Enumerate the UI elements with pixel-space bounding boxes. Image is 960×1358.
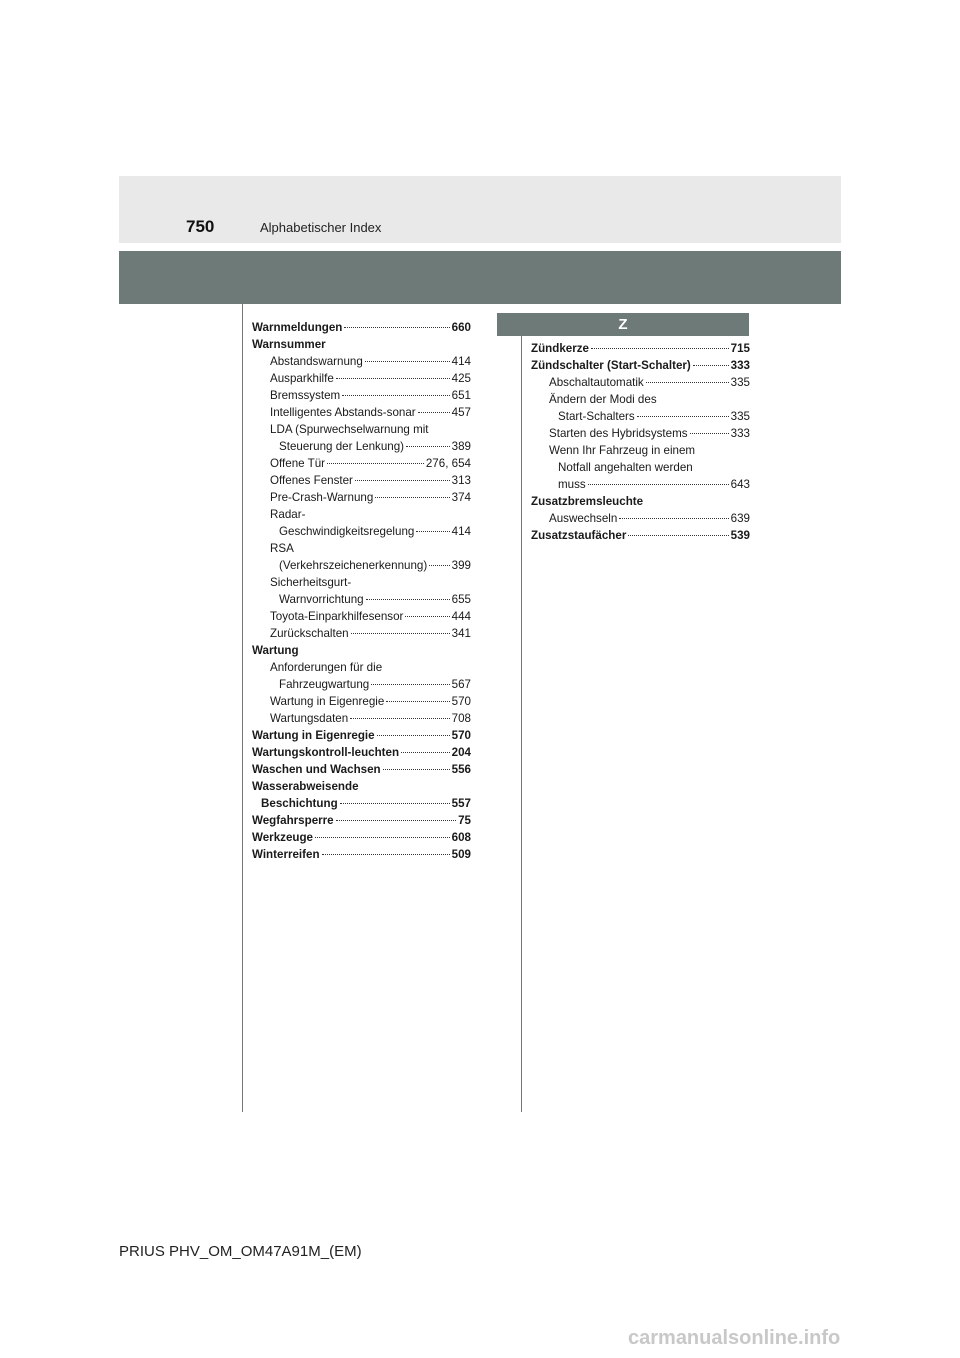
index-entry-page: 313 <box>451 474 471 487</box>
index-entry-label: Steuerung der Lenkung) <box>279 440 405 453</box>
index-entry <box>252 625 471 642</box>
index-entry <box>531 408 750 425</box>
index-entry-label: Wegfahrsperre <box>252 814 334 827</box>
index-entry-label: Ausparkhilfe <box>270 372 334 385</box>
index-entry-page: 639 <box>730 512 750 525</box>
index-entry-page: 335 <box>730 410 750 423</box>
index-entry-page: 708 <box>451 712 471 725</box>
index-entry-page: 399 <box>451 559 471 572</box>
leader-dots <box>628 535 728 536</box>
leader-dots <box>365 361 450 362</box>
index-letter-z: Z <box>497 313 749 336</box>
index-entry-label: LDA (Spurwechselwarnung mit <box>270 423 429 436</box>
index-entry-label: Wartung in Eigenregie <box>252 729 375 742</box>
leader-dots <box>429 565 449 566</box>
leader-dots <box>401 752 450 753</box>
index-entry <box>252 846 471 863</box>
leader-dots <box>690 433 729 434</box>
index-entry-page: 509 <box>451 848 471 861</box>
index-entry-page: 374 <box>451 491 471 504</box>
index-entry <box>252 744 471 761</box>
index-entry-label: Anforderungen für die <box>270 661 383 674</box>
index-entry <box>531 391 750 408</box>
index-entry-label: muss <box>558 478 586 491</box>
leader-dots <box>588 484 729 485</box>
leader-dots <box>693 365 729 366</box>
index-entry-label: Wartung in Eigenregie <box>270 695 385 708</box>
index-entry <box>252 693 471 710</box>
leader-dots <box>386 701 449 702</box>
index-entry-page: 643 <box>730 478 750 491</box>
index-entry-page: 567 <box>451 678 471 691</box>
index-entry <box>252 540 471 557</box>
index-entry-page: 444 <box>451 610 471 623</box>
leader-dots <box>383 769 450 770</box>
index-entry-label: Warnvorrichtung <box>279 593 364 606</box>
index-entry-page: 204 <box>451 746 471 759</box>
index-entry <box>252 710 471 727</box>
index-entry-page: 557 <box>451 797 471 810</box>
index-left-column <box>252 319 471 863</box>
index-entry-page: 457 <box>451 406 471 419</box>
index-entry-page: 655 <box>451 593 471 606</box>
index-entry-page: 414 <box>451 525 471 538</box>
leader-dots <box>377 735 450 736</box>
section-title: Alphabetischer Index <box>260 220 382 235</box>
index-entry-label: Wartungsdaten <box>270 712 349 725</box>
right-column-rule <box>521 336 522 1112</box>
page-number: 750 <box>186 217 215 236</box>
index-entry-page: 425 <box>451 372 471 385</box>
index-entry <box>252 676 471 693</box>
index-entry-page: 333 <box>730 427 750 440</box>
index-entry <box>252 608 471 625</box>
index-entry <box>252 353 471 370</box>
leader-dots <box>355 480 450 481</box>
index-entry <box>252 795 471 812</box>
leader-dots <box>344 327 449 328</box>
index-entry-page: 75 <box>458 814 471 827</box>
index-entry-label: Bremssystem <box>270 389 341 402</box>
index-entry-page: 389 <box>451 440 471 453</box>
leader-dots <box>619 518 728 519</box>
index-entry <box>252 829 471 846</box>
index-entry-page: 570 <box>451 729 471 742</box>
index-entry-label: Zündschalter (Start-Schalter) <box>531 359 691 372</box>
index-entry-label: Waschen und Wachsen <box>252 763 381 776</box>
leader-dots <box>416 531 449 532</box>
index-entry-label: Warnsummer <box>252 338 326 351</box>
index-entry <box>252 778 471 795</box>
index-entry-label: Toyota-Einparkhilfesensor <box>270 610 404 623</box>
left-column-rule <box>242 304 243 1112</box>
index-entry-label: Winterreifen <box>252 848 320 861</box>
index-entry <box>531 510 750 527</box>
index-entry <box>252 421 471 438</box>
index-entry-page: 556 <box>451 763 471 776</box>
index-entry-page: 333 <box>730 359 750 372</box>
header-divider-band <box>119 251 841 304</box>
index-entry <box>531 340 750 357</box>
index-entry-label: Abschaltautomatik <box>549 376 644 389</box>
leader-dots <box>322 854 450 855</box>
index-entry <box>531 459 750 476</box>
leader-dots <box>371 684 449 685</box>
index-entry <box>531 476 750 493</box>
index-entry <box>252 370 471 387</box>
index-entry-label: (Verkehrszeichenerkennung) <box>279 559 428 572</box>
index-entry <box>531 527 750 544</box>
index-entry-page: 276, 654 <box>425 457 471 470</box>
leader-dots <box>406 446 450 447</box>
index-entry-page: 341 <box>451 627 471 640</box>
index-entry <box>252 574 471 591</box>
index-entry <box>252 438 471 455</box>
index-entry <box>252 591 471 608</box>
index-entry-label: Wasserabweisende <box>252 780 359 793</box>
index-entry-label: Zusatzbremsleuchte <box>531 495 644 508</box>
header-band <box>119 176 841 243</box>
index-entry-label: Ändern der Modi des <box>549 393 657 406</box>
leader-dots <box>375 497 449 498</box>
index-entry-label: RSA <box>270 542 294 555</box>
index-entry-label: Offene Tür <box>270 457 325 470</box>
index-entry-label: Start-Schalters <box>558 410 635 423</box>
index-entry <box>252 489 471 506</box>
leader-dots <box>336 820 456 821</box>
index-entry <box>531 374 750 391</box>
index-entry <box>252 387 471 404</box>
leader-dots <box>637 416 729 417</box>
index-entry <box>252 642 471 659</box>
index-entry <box>252 336 471 353</box>
index-entry <box>252 472 471 489</box>
index-entry-label: Werkzeuge <box>252 831 313 844</box>
index-entry <box>531 442 750 459</box>
index-entry-page: 651 <box>451 389 471 402</box>
index-entry-label: Geschwindigkeitsregelung <box>279 525 415 538</box>
leader-dots <box>340 803 450 804</box>
index-entry <box>252 761 471 778</box>
index-entry <box>252 659 471 676</box>
index-entry-page: 570 <box>451 695 471 708</box>
index-entry-page: 335 <box>730 376 750 389</box>
index-entry <box>252 404 471 421</box>
index-entry <box>252 727 471 744</box>
index-entry-label: Notfall angehalten werden <box>558 461 693 474</box>
index-entry <box>531 357 750 374</box>
index-entry-label: Starten des Hybridsystems <box>549 427 688 440</box>
index-entry-label: Fahrzeugwartung <box>279 678 370 691</box>
leader-dots <box>351 633 450 634</box>
index-entry <box>531 493 750 510</box>
index-entry-label: Pre-Crash-Warnung <box>270 491 374 504</box>
index-entry-label: Abstandswarnung <box>270 355 363 368</box>
index-entry-label: Offenes Fenster <box>270 474 353 487</box>
index-entry-label: Beschichtung <box>261 797 338 810</box>
index-entry-label: Wartungskontroll-leuchten <box>252 746 400 759</box>
index-entry-page: 608 <box>451 831 471 844</box>
index-entry <box>252 523 471 540</box>
leader-dots <box>327 463 424 464</box>
leader-dots <box>366 599 450 600</box>
index-entry-page: 539 <box>730 529 750 542</box>
leader-dots <box>336 378 450 379</box>
leader-dots <box>418 412 450 413</box>
index-entry <box>252 455 471 472</box>
index-entry-page: 660 <box>451 321 471 334</box>
index-right-column <box>531 340 750 544</box>
index-entry-label: Intelligentes Abstands-sonar <box>270 406 416 419</box>
index-entry-label: Wartung <box>252 644 299 657</box>
leader-dots <box>342 395 449 396</box>
leader-dots <box>591 348 729 349</box>
index-entry-label: Sicherheitsgurt- <box>270 576 352 589</box>
index-entry <box>252 557 471 574</box>
leader-dots <box>350 718 449 719</box>
index-entry <box>531 425 750 442</box>
index-entry-label: Zusatzstaufächer <box>531 529 627 542</box>
index-entry-label: Wenn Ihr Fahrzeug in einem <box>549 444 696 457</box>
index-entry-label: Zurückschalten <box>270 627 349 640</box>
index-entry-page: 414 <box>451 355 471 368</box>
index-entry-page: 715 <box>730 342 750 355</box>
document-id: PRIUS PHV_OM_OM47A91M_(EM) <box>119 1243 362 1260</box>
watermark: carmanualsonline.info <box>628 1327 841 1349</box>
index-entry <box>252 319 471 336</box>
index-entry <box>252 506 471 523</box>
index-entry-label: Radar- <box>270 508 306 521</box>
index-entry <box>252 812 471 829</box>
leader-dots <box>405 616 449 617</box>
index-entry-label: Zündkerze <box>531 342 589 355</box>
leader-dots <box>646 382 729 383</box>
index-entry-label: Warnmeldungen <box>252 321 343 334</box>
index-entry-label: Auswechseln <box>549 512 618 525</box>
leader-dots <box>315 837 450 838</box>
